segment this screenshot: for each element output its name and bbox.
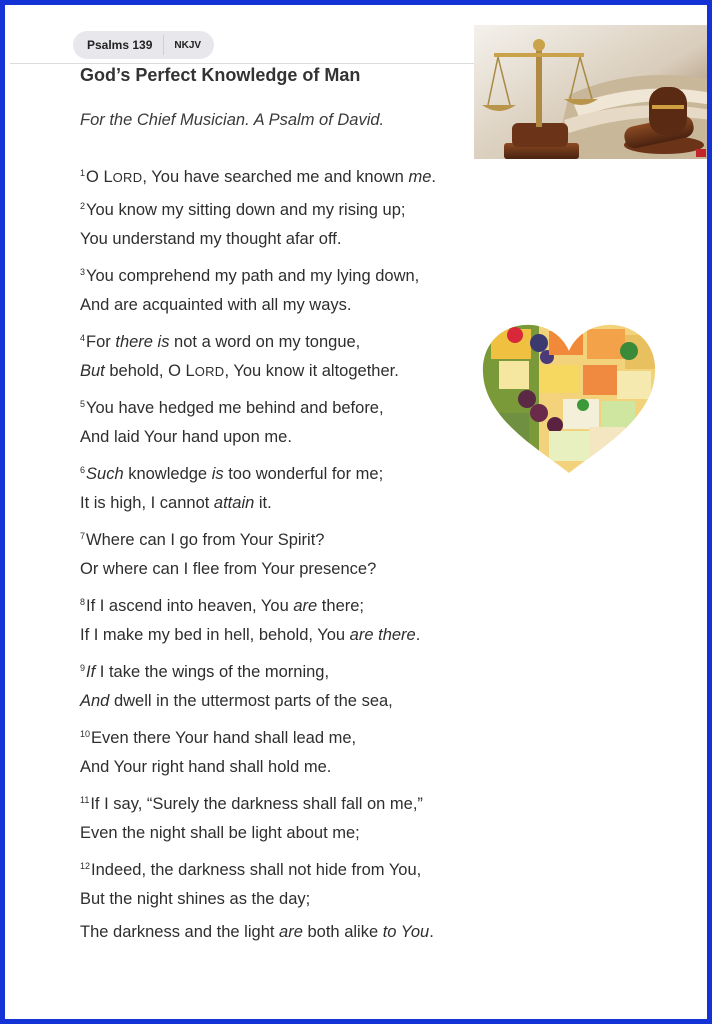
verse-text: You have hedged me behind and before, <box>86 399 384 417</box>
verse-text: The darkness and the light <box>80 923 280 941</box>
italic-text: to You <box>382 923 430 941</box>
verse-text: , You have searched me and known <box>142 168 409 186</box>
verse-line[interactable] <box>80 820 480 853</box>
verse-line-5[interactable] <box>80 391 480 424</box>
verse-text: If I make my bed in hell, behold, You <box>80 626 350 644</box>
verse-text: too wonderful for me; <box>223 465 384 483</box>
verse-text: , You know it altogether. <box>224 362 399 380</box>
verse-number: 9 <box>80 663 86 673</box>
verse-text: You understand my thought afar off. <box>80 230 342 248</box>
verse-line[interactable] <box>80 292 480 325</box>
verse-line[interactable] <box>80 754 480 787</box>
verse-number: 1 <box>80 168 86 178</box>
verse-text: Even there Your hand shall lead me, <box>91 729 357 747</box>
verse-line[interactable] <box>80 688 480 721</box>
verse-number: 6 <box>80 465 86 475</box>
fruit-heart-image <box>479 321 659 481</box>
verse-text: And are acquainted with all my ways. <box>80 296 352 314</box>
verse-text: Where can I go from Your Spirit? <box>86 531 325 549</box>
verse-line[interactable] <box>80 358 480 391</box>
verse-number: 5 <box>80 399 86 409</box>
verse-text: there; <box>317 597 364 615</box>
lord-small-caps: LORD <box>185 362 225 380</box>
verse-line[interactable] <box>80 556 480 589</box>
scales-gavel-image <box>474 25 712 159</box>
verse-line-10[interactable] <box>80 721 480 754</box>
chapter-version-pill[interactable] <box>73 31 214 59</box>
verse-line-11[interactable] <box>80 787 480 820</box>
verse-line[interactable] <box>80 886 480 919</box>
verse-number: 4 <box>80 333 86 343</box>
verse-number: 11 <box>80 795 90 805</box>
italic-text: If <box>86 663 96 681</box>
verse-text: And Your right hand shall hold me. <box>80 758 332 776</box>
verse-text: O <box>86 168 104 186</box>
italic-text: But <box>80 362 105 380</box>
verse-line[interactable] <box>80 919 480 952</box>
verse-line[interactable] <box>80 490 480 523</box>
italic-text: are there <box>349 626 416 644</box>
verse-text: dwell in the uttermost parts of the sea, <box>109 692 393 710</box>
verse-line-12[interactable] <box>80 853 480 886</box>
italic-text: attain <box>213 494 255 512</box>
verse-text: . <box>429 923 434 941</box>
verse-line-8[interactable] <box>80 589 480 622</box>
italic-text: And <box>80 692 110 710</box>
version-button[interactable]: NKJV <box>174 39 202 51</box>
verse-text: And laid Your hand upon me. <box>80 428 292 446</box>
verse-text: I take the wings of the morning, <box>95 663 330 681</box>
verse-line-1[interactable] <box>80 160 480 193</box>
italic-text: me <box>408 168 432 186</box>
verse-line[interactable] <box>80 226 480 259</box>
verse-text: it. <box>254 494 272 512</box>
verse-text: It is high, I cannot <box>80 494 214 512</box>
verse-line-6[interactable] <box>80 457 480 490</box>
italic-text: there is <box>115 333 170 351</box>
verse-line-4[interactable] <box>80 325 480 358</box>
verse-text: You comprehend my path and my lying down, <box>86 267 420 285</box>
verse-text: . <box>431 168 436 186</box>
verse-text: . <box>415 626 421 644</box>
verse-line[interactable] <box>80 622 480 655</box>
verse-text: For <box>86 333 116 351</box>
verse-line-9[interactable] <box>80 655 480 688</box>
verse-list <box>80 160 480 952</box>
psalm-superscription: For the Chief Musician. A Psalm of David. <box>80 111 385 129</box>
verse-text: knowledge <box>123 465 212 483</box>
verse-number: 2 <box>80 201 86 211</box>
verse-number: 7 <box>80 531 86 541</box>
verse-text: Or where can I flee from Your presence? <box>80 560 377 578</box>
verse-text: If I ascend into heaven, You <box>86 597 294 615</box>
lord-small-caps: LORD <box>103 168 143 186</box>
verse-number: 8 <box>80 597 86 607</box>
verse-text: Even the night shall be light about me; <box>80 824 360 842</box>
verse-text: both alike <box>302 923 383 941</box>
verse-text: But the night shines as the day; <box>80 890 311 908</box>
verse-line-7[interactable] <box>80 523 480 556</box>
verse-number: 10 <box>80 729 91 739</box>
verse-text: Indeed, the darkness shall not hide from You, <box>91 861 422 879</box>
verse-text: behold, O <box>104 362 186 380</box>
italic-text: are <box>279 923 303 941</box>
verse-line-3[interactable] <box>80 259 480 292</box>
italic-text: are <box>293 597 318 615</box>
verse-number: 3 <box>80 267 86 277</box>
verse-line-2[interactable] <box>80 193 480 226</box>
verse-text: You know my sitting down and my rising up; <box>86 201 406 219</box>
verse-line[interactable] <box>80 424 480 457</box>
verse-text: If I say, “Surely the darkness shall fall on me,” <box>90 795 423 813</box>
verse-number: 12 <box>80 861 91 871</box>
italic-text: is <box>211 465 224 483</box>
section-title: God’s Perfect Knowledge of Man <box>80 65 361 85</box>
verse-text: not a word on my tongue, <box>169 333 361 351</box>
italic-text: Such <box>86 465 124 483</box>
chapter-button[interactable]: Psalms 139 <box>87 38 153 52</box>
